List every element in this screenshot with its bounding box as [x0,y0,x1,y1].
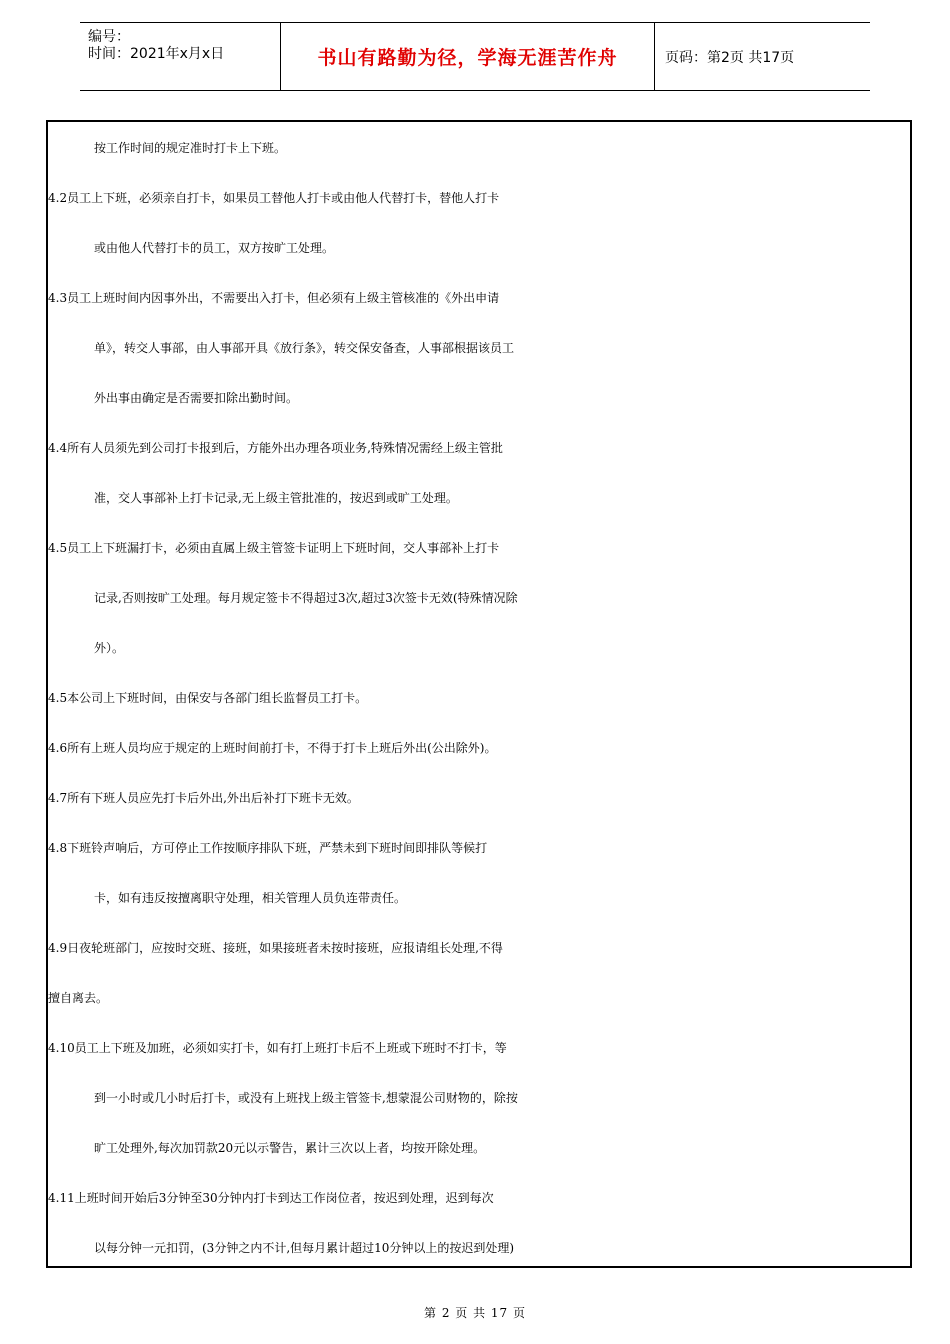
header-meta [80,23,280,90]
paragraph-line: 4.10员工上下班及加班，必须如实打卡，如有打上班打卡后不上班或下班时不打卡，等 [48,1041,507,1055]
header-page-info-cell [655,23,870,90]
paragraph-line: 4.5员工上下班漏打卡，必须由直属上级主管签卡证明上下班时间，交人事部补上打卡 [48,541,500,555]
paragraph-line: 以每分钟一元扣罚，(3分钟之内不计,但每月累计超过10分钟以上的按迟到处理) [94,1241,515,1255]
paragraph-4-9 [48,923,910,1023]
paragraph-4-8 [48,823,910,923]
header-motto-cell [280,23,655,90]
paragraph-line: 4.4所有人员须先到公司打卡报到后，方能外出办理各项业务,特殊情况需经上级主管批 [48,441,503,455]
paragraph-line: 4.5本公司上下班时间，由保安与各部门组长监督员工打卡。 [48,691,368,705]
content-box [46,120,912,1268]
paragraph-line: 到一小时或几小时后打卡，或没有上班找上级主管签卡,想蒙混公司财物的，除按 [94,1091,518,1105]
paragraph-line: 4.8下班铃声响后，方可停止工作按顺序排队下班，严禁未到下班时间即排队等候打 [48,841,488,855]
document-number-label: 编号： [88,29,130,45]
paragraph-line: 4.2员工上下班，必须亲自打卡，如果员工替他人打卡或由他人代替打卡，替他人打卡 [48,191,500,205]
paragraph-continuation [48,123,910,173]
paragraph-4-2 [48,173,910,273]
paragraph-line: 准，交人事部补上打卡记录,无上级主管批准的，按迟到或旷工处理。 [94,491,458,505]
paragraph-line: 或由他人代替打卡的员工，双方按旷工处理。 [94,241,335,255]
paragraph-4-5-b [48,673,910,723]
page-footer [0,1304,950,1321]
paragraph-line: 按工作时间的规定准时打卡上下班。 [94,141,287,155]
header-motto: 书山有路勤为径，学海无涯苦作舟 [317,47,618,69]
paragraph-line: 卡，如有违反按擅离职守处理，相关管理人员负连带责任。 [94,891,407,905]
paragraph-4-11 [48,1173,910,1273]
paragraph-4-7 [48,773,910,823]
paragraph-4-5-a [48,523,910,673]
paragraph-line: 4.11上班时间开始后3分钟至30分钟内打卡到达工作岗位者，按迟到处理，迟到每次 [48,1191,494,1205]
paragraph-line: 记录,否则按旷工处理。每月规定签卡不得超过3次,超过3次签卡无效(特殊情况除 [94,591,518,605]
document-time-label: 时间：2021年x月x日 [88,46,225,62]
paragraph-line: 4.7所有下班人员应先打卡后外出,外出后补打下班卡无效。 [48,791,359,805]
paragraph-4-3 [48,273,910,423]
paragraph-line: 旷工处理外,每次加罚款20元以示警告，累计三次以上者，均按开除处理。 [94,1141,486,1155]
paragraph-line: 擅自离去。 [48,991,109,1005]
paragraph-line: 单》，转交人事部，由人事部开具《放行条》，转交保安备查，人事部根据该员工 [94,341,515,355]
page-header [80,22,870,91]
paragraph-4-10 [48,1023,910,1173]
paragraph-4-4 [48,423,910,523]
paragraph-line: 外）。 [94,641,125,655]
footer-page-number: 第 2 页 共 17 页 [424,1306,526,1320]
paragraph-4-6 [48,723,910,773]
paragraph-line: 4.6所有上班人员均应于规定的上班时间前打卡，不得于打卡上班后外出(公出除外)。 [48,741,497,755]
paragraph-line: 4.9日夜轮班部门，应按时交班、接班，如果接班者未按时接班，应报请组长处理,不得 [48,941,503,955]
paragraph-line: 外出事由确定是否需要扣除出勤时间。 [94,391,299,405]
paragraph-line: 4.3员工上班时间内因事外出，不需要出入打卡，但必须有上级主管核准的《外出申请 [48,291,500,305]
header-page-info: 页码：第2页 共17页 [665,49,795,66]
